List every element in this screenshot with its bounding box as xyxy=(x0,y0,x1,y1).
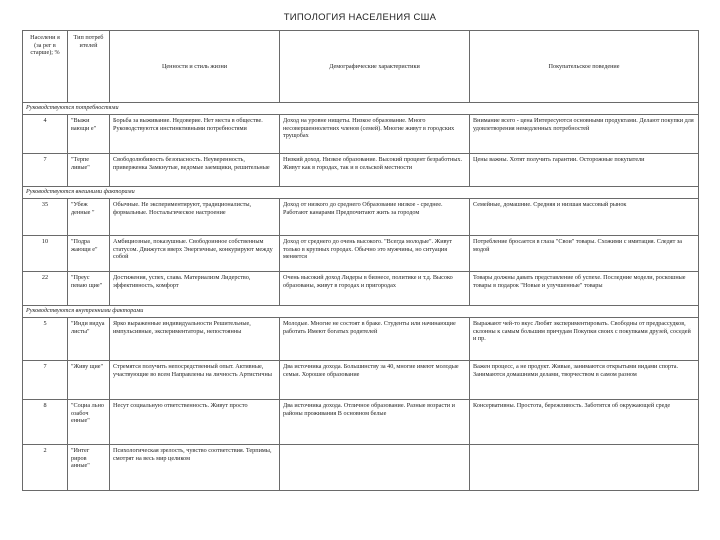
table-row xyxy=(23,272,699,306)
row-values: Достижения, успех, слава. Материализм Лидерство, эффективность, комфорт xyxy=(110,272,280,306)
row-demographics: Доход от низкого до среднего Образование низкое - среднее. Работают канарами Предпочитают жить за городом xyxy=(280,199,470,236)
row-demographics: Два источника дохода. Большинству за 40, многие имеют молодые семьи. Хорошее образование xyxy=(280,361,470,400)
row-share: 8 xyxy=(23,400,68,445)
header-behavior: Покупательское поведение xyxy=(470,31,699,103)
row-demographics: Низкий доход. Низкое образование. Высокий процент безработных. Живут как в городах, так и в сельской местности xyxy=(280,154,470,187)
row-share: 7 xyxy=(23,361,68,400)
row-demographics xyxy=(280,445,470,491)
row-type: "Терпе ливые" xyxy=(68,154,110,187)
row-values: Психологическая зрелость, чувство соответствия. Терпимы, смотрят на весь мир целиком xyxy=(110,445,280,491)
group-row-inner xyxy=(23,306,699,318)
row-behavior: Потребление бросается в глаза "Свои" товары. Схожими с имитация. Следят за модой xyxy=(470,236,699,272)
table-row xyxy=(23,318,699,361)
row-values: Ярко выраженные индивидуальности Решительные, импульсивные, экспериментаторы, непостоянны xyxy=(110,318,280,361)
row-behavior: Внимание всего - цена Интересуются основными продуктами. Делают покупки для удовлетворения немедленных потребностей xyxy=(470,115,699,154)
row-behavior: Важен процесс, а не продукт. Живые, занимаются открытыми видами спорта. Занимаются домашними делами, творчеством в самом разном xyxy=(470,361,699,400)
table-header-row xyxy=(23,31,699,103)
row-share: 4 xyxy=(23,115,68,154)
row-share: 35 xyxy=(23,199,68,236)
table-row xyxy=(23,400,699,445)
group-row-outer xyxy=(23,187,699,199)
page-title: ТИПОЛОГИЯ НАСЕЛЕНИЯ США xyxy=(283,12,437,23)
row-share: 2 xyxy=(23,445,68,491)
row-behavior: Семейные, домашние. Средняя и низшая массовый рынок xyxy=(470,199,699,236)
row-values: Стремятся получить непосредственный опыт. Активные, участвующие во всем Направлены на личность Артистичны xyxy=(110,361,280,400)
table-row xyxy=(23,236,699,272)
row-share: 10 xyxy=(23,236,68,272)
row-type: "Подра жающи е" xyxy=(68,236,110,272)
row-behavior xyxy=(470,445,699,491)
row-type: "Преус певаю щие" xyxy=(68,272,110,306)
header-share: Населени я (за рег в старше); % xyxy=(23,31,68,103)
header-type: Тип потреб ителей xyxy=(68,31,110,103)
row-type: "Живу щие" xyxy=(68,361,110,400)
table-row xyxy=(23,445,699,491)
row-values: Борьба за выживание. Недоверие. Нет места в обществе. Руководствуются инстинктивными потребностями xyxy=(110,115,280,154)
row-type: "Инди видуа листы" xyxy=(68,318,110,361)
row-demographics: Молодые. Многие не состоят в браке. Студенты или начинающие работать Имеют богатых родителей xyxy=(280,318,470,361)
row-values: Обычные. Не экспериментируют, традиционалисты, формальные. Ностальгическое настроение xyxy=(110,199,280,236)
row-type: "Выжи вающи е" xyxy=(68,115,110,154)
row-type: "Социа льно озабоч енные" xyxy=(68,400,110,445)
row-share: 22 xyxy=(23,272,68,306)
table-row xyxy=(23,154,699,187)
group-label-need: Руководствуются потребностями xyxy=(23,103,699,115)
row-demographics: Очень высокий доход Лидеры в бизнесе, политике и т.д. Высоко образованы, живут в городах и пригородах xyxy=(280,272,470,306)
header-values: Ценности и стиль жизни xyxy=(110,31,280,103)
row-demographics: Два источника дохода. Отличное образование. Разные возрасти и районы проживания В основном белые xyxy=(280,400,470,445)
table-row xyxy=(23,361,699,400)
row-share: 5 xyxy=(23,318,68,361)
row-values: Свободолюбивость безопасность. Неуверенность, приверженка Замкнутые, ведомые заемщики, решительные xyxy=(110,154,280,187)
group-label-inner: Руководствуются внутренними факторами xyxy=(23,306,699,318)
row-share: 7 xyxy=(23,154,68,187)
row-behavior: Выражают чей-то вкус Любят экспериментировать. Свободны от предрассудков, склонны к самым большим причудам Покупки своих с покупками друзей, соседей и пр. xyxy=(470,318,699,361)
row-demographics: Доход на уровне нищеты. Низкое образование. Много несовершеннолетних членов (семей). Многие живут в городских трущобах xyxy=(280,115,470,154)
row-values: Несут социальную ответственность. Живут просто xyxy=(110,400,280,445)
group-row-need xyxy=(23,103,699,115)
group-label-outer: Руководствуются внешними факторами xyxy=(23,187,699,199)
row-demographics: Доход от среднего до очень высокого. "Всегда молодые". Живут только в крупных городах. Обычно это мужчины, но ситуация меняется xyxy=(280,236,470,272)
row-behavior: Консервативны. Простота, бережливость. Заботятся об окружающей среде xyxy=(470,400,699,445)
row-behavior: Цены важны. Хотят получить гарантии. Осторожные покупатели xyxy=(470,154,699,187)
table-row xyxy=(23,199,699,236)
header-demographics: Демографические характеристики xyxy=(280,31,470,103)
table-row xyxy=(23,115,699,154)
row-values: Амбициозные, показушные. Свободоинное собственным статусом. Движутся вверх Энергичные, конкурируют между собой xyxy=(110,236,280,272)
typology-table xyxy=(22,30,699,491)
row-type: "Убеж денные " xyxy=(68,199,110,236)
row-behavior: Товары должны давать представление об успехе. Последние модели, роскошные товары в подарок "Новые и улучшенные" товары xyxy=(470,272,699,306)
row-type: "Интег риров анные" xyxy=(68,445,110,491)
